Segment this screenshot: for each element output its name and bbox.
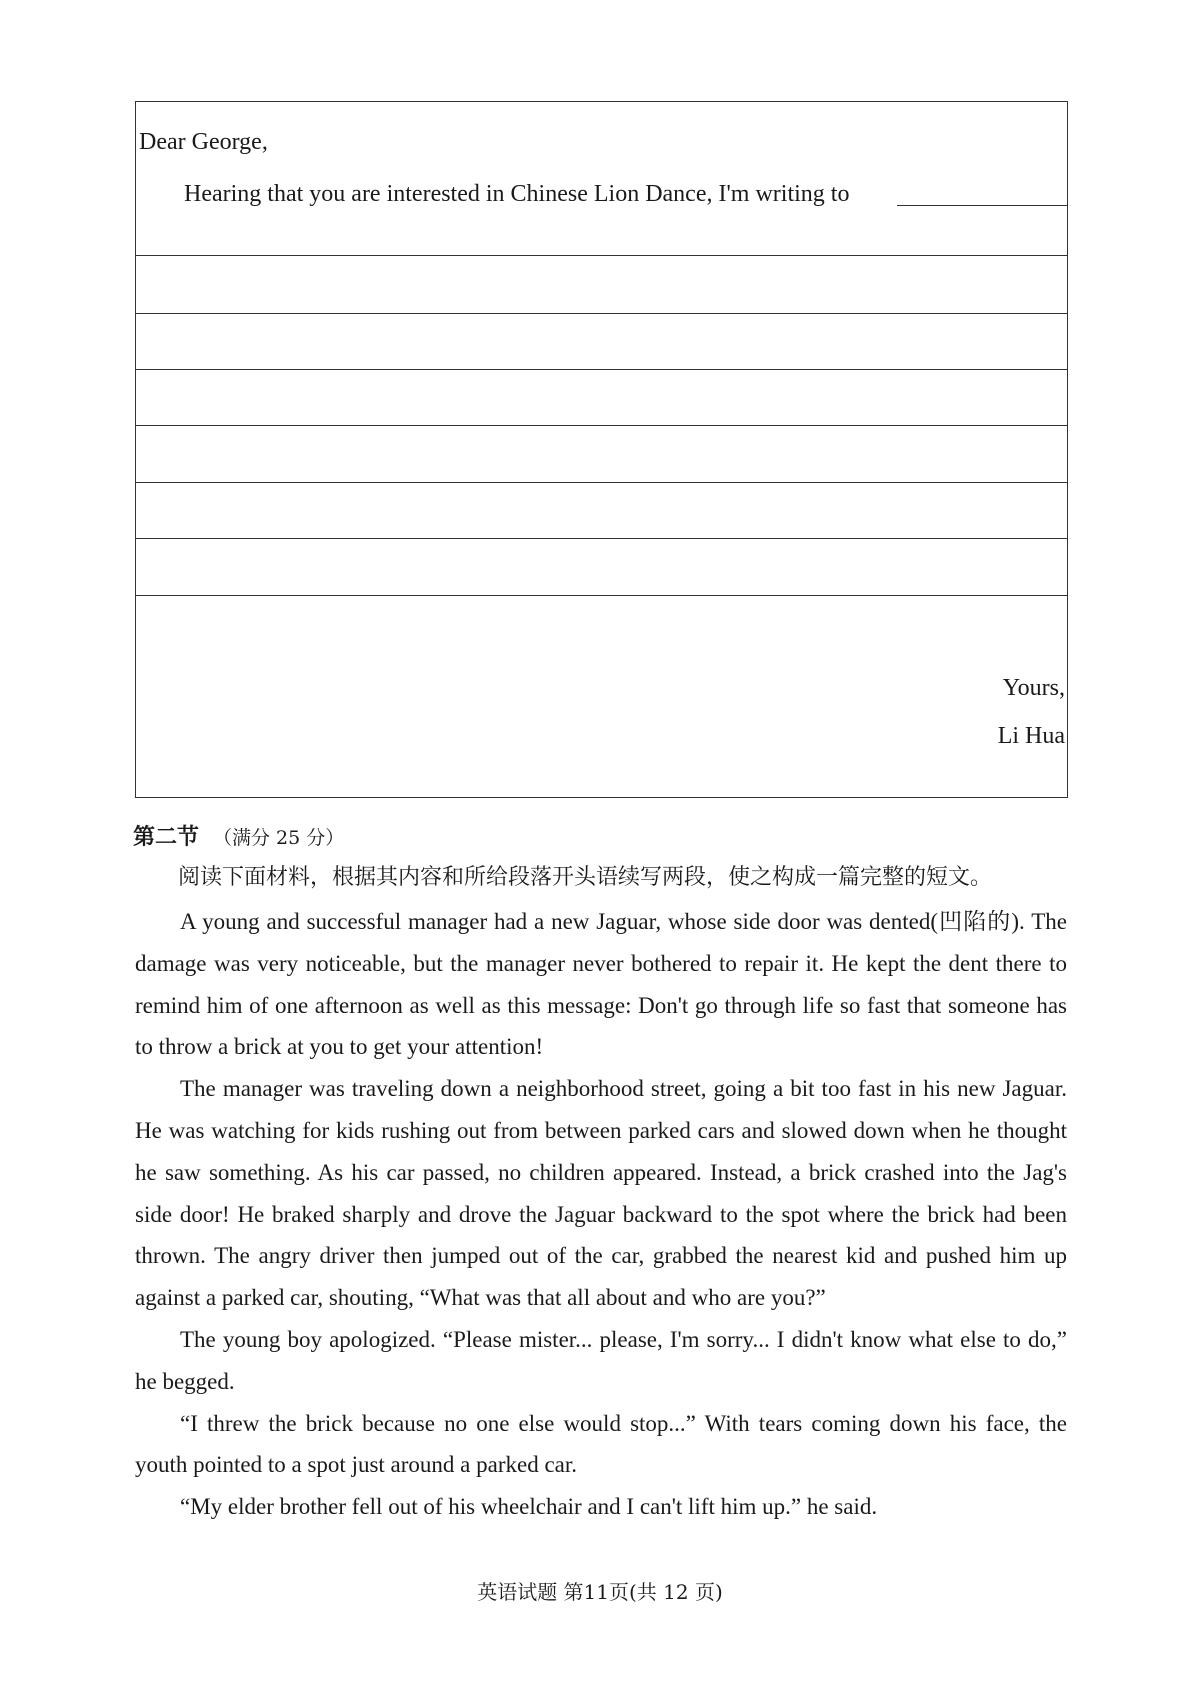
passage-paragraph: The manager was traveling down a neighborhood street, going a bit too fast in his new Jaguar. He was watching for kids rushing out from between parked cars and slowed down when he thought he saw something. As his car passed, no children appeared. Instead, a brick crashed into the Jag's side door! He braked sharply and drove the Jaguar backward to the spot where the brick had been thrown. The angry driver then jumped out of the car, grabbed the nearest kid and pushed him up against a parked car, shouting, “What was that all about and who are you?” — [135, 1076, 1067, 1311]
reading-passage — [135, 901, 1067, 1528]
passage-paragraph: “I threw the brick because no one else would stop...” With tears coming down his face, the youth pointed to a spot just around a parked car. — [135, 1410, 1067, 1478]
writing-line[interactable] — [136, 255, 1067, 256]
letter-signature: Li Hua — [997, 723, 1065, 749]
writing-line[interactable] — [136, 313, 1067, 314]
writing-line[interactable] — [136, 538, 1067, 539]
letter-writing-box — [135, 101, 1068, 798]
passage-paragraph: The young boy apologized. “Please mister... please, I'm sorry... I didn't know what else to do,” he begged. — [135, 1326, 1067, 1394]
section-instruction: 阅读下面材料，根据其内容和所给段落开头语续写两段，使之构成一篇完整的短文。 — [178, 865, 993, 890]
writing-line[interactable] — [136, 482, 1067, 483]
passage-paragraph: A young and successful manager had a new Jaguar, whose side door was dented(凹陷的). The damage was very noticeable, but the manager never bothered to repair it. He kept the dent there to remind him of one afternoon as well as this message: Don't go through life so fast that someone has to throw a brick at you to get your attention! — [135, 909, 1067, 1060]
page-footer: 英语试题 第11页(共 12 页) — [477, 1580, 723, 1604]
writing-line[interactable] — [136, 425, 1067, 426]
section-score: （满分 25 分） — [213, 827, 345, 849]
answer-blank[interactable] — [897, 205, 1067, 206]
letter-greeting: Dear George, — [139, 129, 268, 155]
section-heading — [133, 820, 344, 851]
section-title: 第二节 — [133, 825, 200, 850]
writing-line[interactable] — [136, 369, 1067, 370]
writing-line[interactable] — [136, 595, 1067, 596]
letter-first-line: Hearing that you are interested in Chinese Lion Dance, I'm writing to — [184, 181, 850, 207]
passage-paragraph: “My elder brother fell out of his wheelchair and I can't lift him up.” he said. — [180, 1494, 878, 1520]
letter-closing: Yours, — [1002, 675, 1065, 701]
